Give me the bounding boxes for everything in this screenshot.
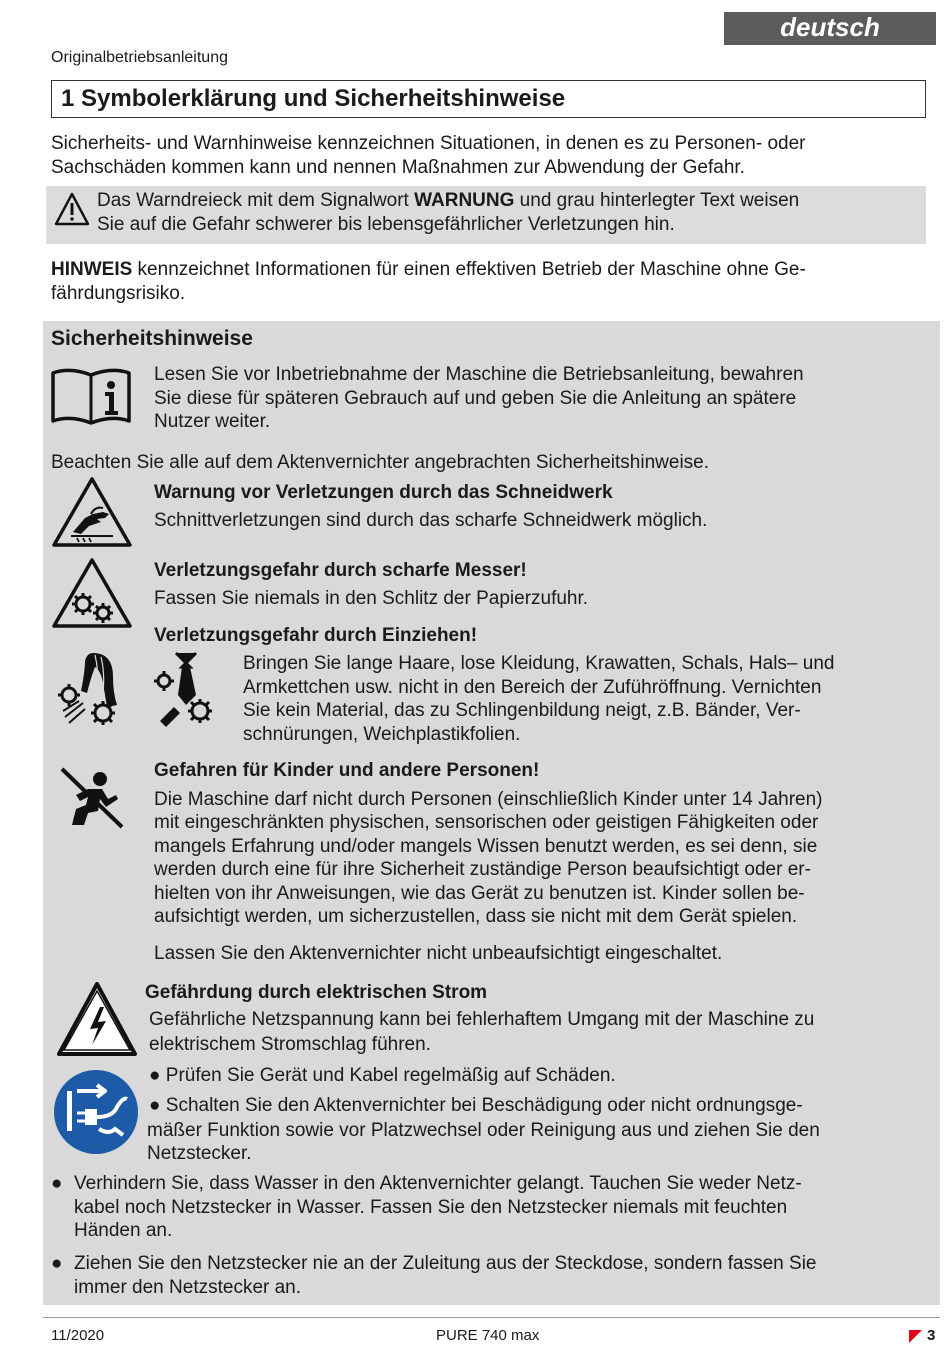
bullet-icon: ●: [149, 1095, 161, 1116]
list-item: [149, 1094, 925, 1118]
electric-warning-title: Gefährdung durch elektrischen Strom: [145, 982, 488, 1003]
hinweis-text-part: kennzeichnet Informationen für einen effektiven Betrieb der Maschine ohne Ge-: [132, 259, 806, 280]
page-marker-icon: [909, 1330, 922, 1343]
blades-warning-text: Fassen Sie niemals in den Schlitz der Papierzufuhr.: [154, 587, 589, 609]
children-line: mit eingeschränkten physischen, sensorischen oder geistigen Fähigkeiten oder: [154, 812, 819, 833]
blades-warning-block: [154, 559, 588, 610]
electric-warning-block: [145, 981, 925, 1166]
pull-in-line: Sie kein Material, das zu Schlingenbildung neigt, z.B. Bänder, Ver-: [243, 700, 801, 721]
no-children-icon: [58, 765, 126, 829]
list-item-text: Prüfen Sie Gerät und Kabel regelmäßig auf Schäden.: [165, 1064, 616, 1086]
blades-warning-title: Verletzungsgefahr durch scharfe Messer!: [154, 560, 527, 581]
footer-date: 11/2020: [51, 1327, 105, 1344]
bullet-icon: ●: [51, 1173, 63, 1194]
document-type-label: Originalbetriebsanleitung: [51, 49, 228, 66]
unattended-text: Lassen Sie den Aktenvernichter nicht unbeaufsichtigt eingeschaltet.: [154, 942, 723, 964]
plug-bullet: [51, 1252, 931, 1299]
water-bullet: [51, 1172, 921, 1243]
bullet-icon: ●: [149, 1064, 161, 1086]
children-line: hielten von ihr Anweisungen, wie das Gerät zu benutzen ist. Kinder sollen be-: [154, 882, 805, 904]
footer-model: PURE 740 max: [436, 1327, 540, 1344]
cutting-hand-warning-icon: [51, 476, 133, 548]
manual-line: Nutzer weiter.: [154, 411, 271, 432]
water-line: kabel noch Netzstecker in Wasser. Fassen Sie den Netzstecker niemals mit feuchten: [74, 1196, 788, 1218]
warning-note-text-part: Das Warndreieck mit dem Signalwort: [97, 190, 415, 211]
observe-all-text: Beachten Sie alle auf dem Aktenvernichter angebrachten Sicherheitshinweise.: [51, 452, 710, 473]
cutting-warning-text: Schnittverletzungen sind durch das scharfe Schneidwerk möglich.: [154, 509, 708, 531]
electric-line: Gefährliche Netzspannung kann bei fehlerhaftem Umgang mit der Maschine zu: [149, 1008, 815, 1030]
electric-line: elektrischem Stromschlag führen.: [149, 1034, 431, 1055]
children-warning-block: [154, 759, 924, 965]
children-line: aufsichtigt werden, um sicherzustellen, dass sie nicht mit dem Gerät spielen.: [154, 906, 798, 927]
hair-pull-in-icon: [55, 649, 127, 729]
list-item-continuation: mäßer Funktion sowie vor Platzwechsel oder Reinigung aus und ziehen Sie den: [147, 1119, 820, 1141]
pull-in-line: schnürungen, Weichplastikfolien.: [243, 723, 521, 745]
intro-line: Sicherheits- und Warnhinweise kennzeichnen Situationen, in denen es zu Personen- oder: [51, 133, 806, 154]
children-line: mangels Erfahrung und/oder mangels Wissen benutzt werden, es sei denn, sie: [154, 835, 818, 857]
pull-in-line: Bringen Sie lange Haare, lose Kleidung, Krawatten, Schals, Hals– und: [243, 653, 835, 674]
list-item-text: Schalten Sie den Aktenvernichter bei Beschädigung oder nicht ordnungsge-: [165, 1095, 803, 1116]
gear-blades-warning-icon: [51, 557, 133, 629]
list-item: [149, 1064, 925, 1088]
plug-line: immer den Netzstecker an.: [74, 1276, 302, 1298]
pull-in-line: Armkettchen usw. nicht in den Bereich der Zuführöffnung. Vernichten: [243, 676, 822, 698]
language-tab: deutsch: [724, 12, 936, 45]
hinweis-line: fährdungsrisiko.: [51, 282, 186, 304]
tie-pull-in-icon: [152, 651, 224, 729]
hinweis-keyword: HINWEIS: [51, 259, 133, 280]
manual-paragraph: [154, 363, 914, 434]
plug-line: Ziehen Sie den Netzstecker nie an der Zuleitung aus der Steckdose, sondern fassen Sie: [74, 1253, 817, 1274]
pull-in-warning-title: Verletzungsgefahr durch Einziehen!: [154, 625, 478, 646]
water-line: Verhindern Sie, dass Wasser in den Aktenvernichter gelangt. Tauchen Sie weder Netz-: [74, 1173, 802, 1194]
warning-note-line: Sie auf die Gefahr schwerer bis lebensgefährlicher Verletzungen hin.: [97, 213, 675, 235]
children-line: werden durch eine für ihre Sicherheit zuständige Person beaufsichtigt oder er-: [154, 859, 811, 880]
warning-note-text-part: und grau hinterlegter Text weisen: [514, 190, 800, 211]
intro-paragraph: [51, 132, 931, 179]
manual-line: Lesen Sie vor Inbetriebnahme der Maschine die Betriebsanleitung, bewahren: [154, 364, 804, 385]
electric-shock-warning-icon: [56, 981, 138, 1057]
hinweis-paragraph: [51, 258, 921, 305]
signal-word: WARNUNG: [414, 190, 515, 211]
intro-line: Sachschäden kommen kann und nennen Maßnahmen zur Abwendung der Gefahr.: [51, 156, 745, 178]
water-line: Händen an.: [74, 1220, 173, 1241]
cutting-warning-title: Warnung vor Verletzungen durch das Schneidwerk: [154, 482, 613, 503]
warning-triangle-icon: [54, 192, 90, 226]
safety-heading: Sicherheitshinweise: [51, 327, 253, 350]
manual-line: Sie diese für späteren Gebrauch auf und geben Sie die Anleitung an spätere: [154, 387, 797, 409]
pull-in-warning-text: [243, 652, 933, 746]
list-item-continuation: Netzstecker.: [147, 1143, 252, 1164]
footer-divider: [43, 1317, 940, 1318]
page-number: 3: [927, 1327, 936, 1344]
chapter-title: 1 Symbolerklärung und Sicherheitshinweise: [51, 80, 926, 118]
bullet-icon: ●: [51, 1253, 63, 1274]
unplug-mandatory-icon: [53, 1069, 139, 1155]
warning-note-text: [97, 189, 917, 236]
children-warning-title: Gefahren für Kinder und andere Personen!: [154, 760, 540, 781]
read-manual-icon: [50, 365, 132, 427]
children-line: Die Maschine darf nicht durch Personen (einschließlich Kinder unter 14 Jahren): [154, 788, 823, 810]
cutting-warning-block: [154, 481, 707, 532]
